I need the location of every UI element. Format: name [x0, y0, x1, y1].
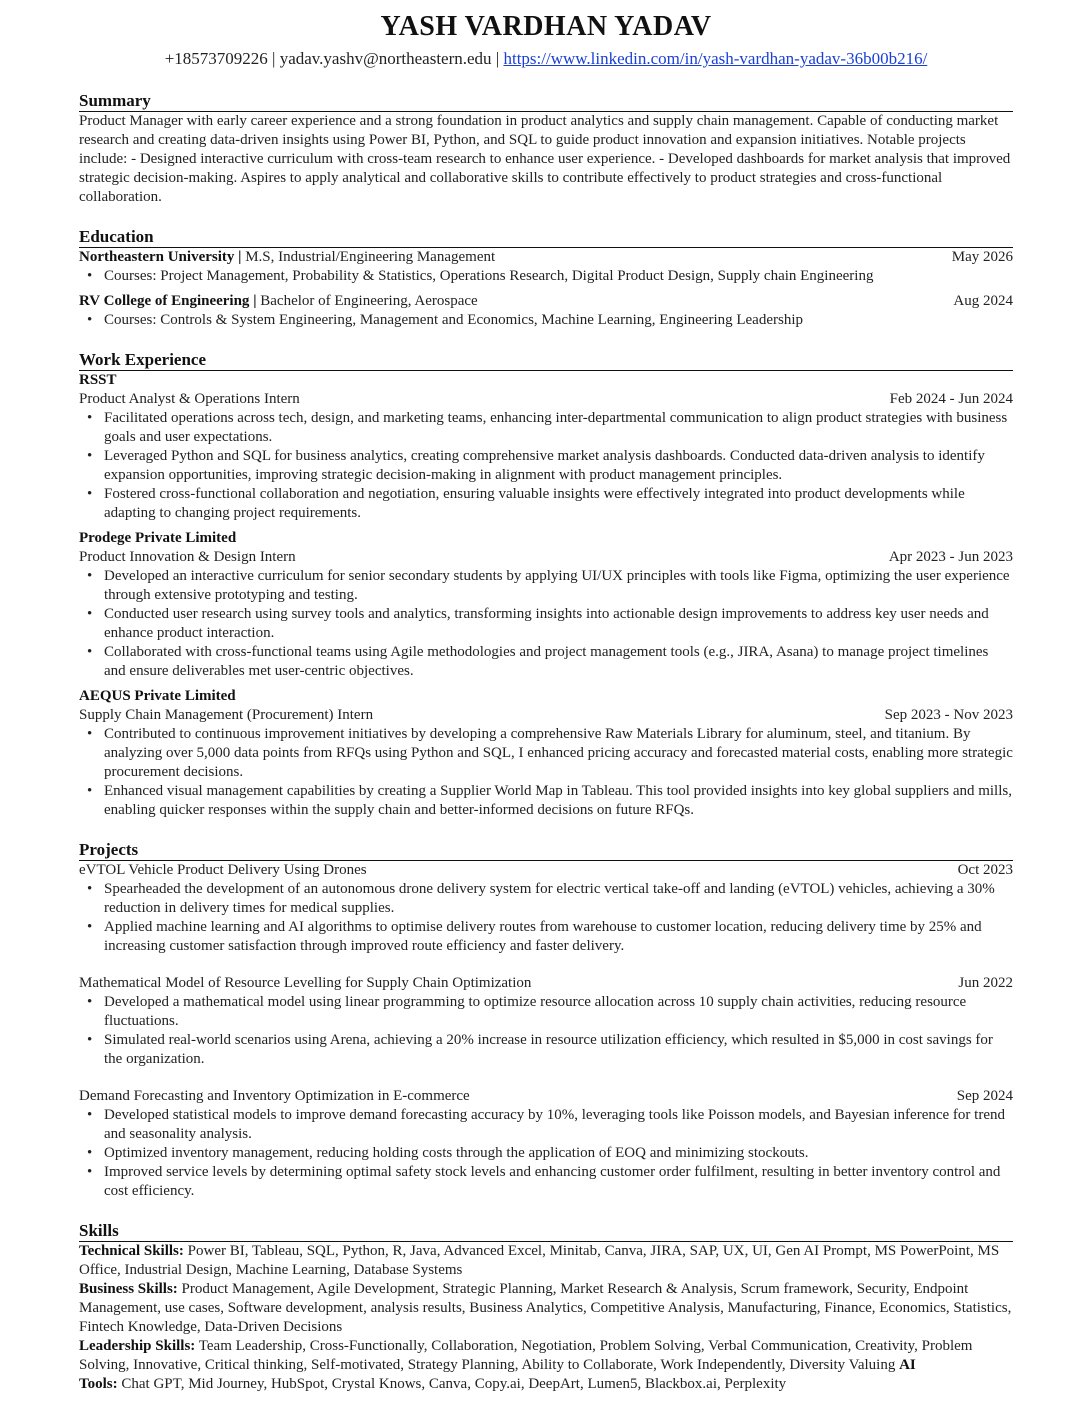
- bullet-item: • Fostered cross-functional collaboration and negotiation, ensuring valuable insights were effectively integrated into product developments while adapting to changing project requirements.: [104, 485, 1013, 523]
- project-bullets: [79, 1106, 1013, 1201]
- project-name: Mathematical Model of Resource Levelling for Supply Chain Optimization: [79, 975, 532, 991]
- role-row: [79, 706, 1013, 725]
- skill-label: Leadership Skills:: [79, 1338, 196, 1354]
- skill-label: Tools:: [79, 1376, 118, 1392]
- skill-values: Chat GPT, Mid Journey, HubSpot, Crystal Knows, Canva, Copy.ai, DeepArt, Lumen5, Blackbox.ai, Perplexity: [121, 1376, 787, 1392]
- experience-section: [79, 350, 1013, 820]
- project-name: eVTOL Vehicle Product Delivery Using Drones: [79, 862, 367, 878]
- section-title-summary: Summary: [79, 91, 1013, 112]
- role-dates: Sep 2023 - Nov 2023: [884, 707, 1013, 723]
- bullet-item: • Enhanced visual management capabilities by creating a Supplier World Map in Tableau. This tool provided insights into key global suppliers and mills, enabling quicker responses within the supply chain and better-informed decisions on future RFQs.: [104, 782, 1013, 820]
- experience-bullets: [79, 409, 1013, 523]
- degree: M.S, Industrial/Engineering Management: [245, 249, 496, 265]
- education-section: [79, 227, 1013, 330]
- role-row: [79, 548, 1013, 567]
- bullet-item: • Developed a mathematical model using linear programming to optimize resource allocation across 10 supply chain activities, reducing resource fluctuations.: [104, 993, 1013, 1031]
- business-skills: [79, 1280, 1013, 1337]
- project-bullets: [79, 880, 1013, 956]
- project-date: Sep 2024: [956, 1088, 1013, 1104]
- school-name: RV College of Engineering: [79, 293, 250, 309]
- project-bullets: [79, 993, 1013, 1069]
- skill-values: Product Management, Agile Development, Strategic Planning, Market Research & Analysis, Scrum framework, Security, Endpoint Management, use cases, Software development, analysis results, Business Analytics, Competitive Analysis, Manufacturing, Finance, Economics, Statistics, Fintech Knowledge, Data-Driven Decisions: [79, 1281, 1012, 1335]
- contact-line: [79, 48, 1013, 70]
- skill-values: Power BI, Tableau, SQL, Python, R, Java, Advanced Excel, Minitab, Canva, JIRA, SAP, UX, UI, Gen AI Prompt, MS PowerPoint, MS Office, Industrial Design, Machine Learning, Database Systems: [79, 1243, 1000, 1278]
- linkedin-link[interactable]: https://www.linkedin.com/in/yash-vardhan-yadav-36b00b216/: [503, 49, 928, 68]
- school-name: Northeastern University: [79, 249, 235, 265]
- bullet-item: • Contributed to continuous improvement initiatives by developing a comprehensive Raw Materials Library for aluminum, steel, and titanium. By analyzing over 5,000 data points from RFQs using Python and SQL, I enhanced pricing accuracy and forecasted material costs, enabling more strategic procurement decisions.: [104, 725, 1013, 782]
- degree: Bachelor of Engineering, Aerospace: [260, 293, 478, 309]
- project-row: [79, 974, 1013, 993]
- bullet-item: • Facilitated operations across tech, design, and marketing teams, enhancing inter-departmental communication to align product strategies with business goals and user expectations.: [104, 409, 1013, 447]
- education-entry-header: RV College of Engineering | Bachelor of Engineering, Aerospace Aug 2024: [79, 293, 1013, 309]
- skills-section: [79, 1221, 1013, 1394]
- project-row: [79, 1087, 1013, 1106]
- role-title: Product Innovation & Design Intern: [79, 549, 296, 565]
- education-date: May 2026: [951, 249, 1013, 265]
- section-title-projects: Projects: [79, 840, 1013, 861]
- company-name: Prodege Private Limited: [79, 530, 237, 546]
- bullet-item: • Simulated real-world scenarios using Arena, achieving a 20% increase in resource utilization efficiency, which resulted in $5,000 in cost savings for the organization.: [104, 1031, 1013, 1069]
- leadership-skills: [79, 1337, 1013, 1375]
- candidate-name: YASH VARDHAN YADAV: [380, 11, 712, 42]
- role-title: Supply Chain Management (Procurement) Intern: [79, 707, 374, 723]
- projects-section: [79, 840, 1013, 1201]
- technical-skills: [79, 1242, 1013, 1280]
- courses-item: • Courses: Controls & System Engineering, Management and Economics, Machine Learning, Engineering Leadership: [104, 311, 1013, 330]
- separator: |: [267, 49, 280, 68]
- section-title-education: Education: [79, 227, 1013, 248]
- tools-skills: [79, 1375, 1013, 1394]
- company-name: RSST: [79, 372, 117, 388]
- email-address: yadav.yashv@northeastern.edu: [279, 49, 492, 68]
- summary-section: [79, 91, 1013, 207]
- education-date: Aug 2024: [953, 293, 1013, 309]
- bullet-item: • Developed an interactive curriculum for senior secondary students by applying UI/UX principles with tools like Figma, optimizing the user experience through extensive prototyping and testing.: [104, 567, 1013, 605]
- role-row: [79, 390, 1013, 409]
- role-dates: Feb 2024 - Jun 2024: [889, 391, 1013, 407]
- skill-label: Business Skills:: [79, 1281, 178, 1297]
- skill-values: Team Leadership, Cross-Functionally, Collaboration, Negotiation, Problem Solving, Verbal Communication, Creativity, Problem Solving, Innovative, Critical thinking, Self-motivated, Strategy Planning, Ability to Collaborate, Work Independently, Diversity Valuing: [79, 1338, 973, 1373]
- bullet-item: • Spearheaded the development of an autonomous drone delivery system for electric vertical take-off and landing (eVTOL) vehicles, achieving a 30% reduction in delivery times for medical supplies.: [104, 880, 1013, 918]
- bullet-item: • Applied machine learning and AI algorithms to optimise delivery routes from warehouse to customer location, reducing delivery time by 25% and increasing customer satisfaction through improved route efficiency and faster delivery.: [104, 918, 1013, 956]
- role-dates: Apr 2023 - Jun 2023: [888, 549, 1013, 565]
- company-name: AEQUS Private Limited: [79, 688, 236, 704]
- resume-page: [79, 10, 1013, 1394]
- project-date: Oct 2023: [957, 862, 1013, 878]
- project-date: Jun 2022: [958, 975, 1013, 991]
- courses-list: [79, 311, 1013, 330]
- experience-bullets: [79, 567, 1013, 681]
- bullet-item: • Leveraged Python and SQL for business analytics, creating comprehensive market analysis dashboards. Conducted data-driven analysis to identify expansion opportunities, improving strategic decision-making in alignment with product management principles.: [104, 447, 1013, 485]
- experience-bullets: [79, 725, 1013, 820]
- education-entry-header: Northeastern University | M.S, Industrial/Engineering Management May 2026: [79, 249, 1013, 265]
- section-title-skills: Skills: [79, 1221, 1013, 1242]
- bullet-item: • Developed statistical models to improve demand forecasting accuracy by 10%, leveraging tools like Poisson models, and Bayesian inference for trend and seasonality analysis.: [104, 1106, 1013, 1144]
- project-name: Demand Forecasting and Inventory Optimization in E-commerce: [79, 1088, 470, 1104]
- skill-label: Technical Skills:: [79, 1243, 184, 1259]
- phone-number: +18573709226: [164, 49, 268, 68]
- summary-text: Product Manager with early career experience and a strong foundation in product analytics and supply chain management. Capable of conducting market research and creating data-driven insights using Power BI, Python, and SQL to guide product innovation and expansion initiatives. Notable projects include: - Designed interactive curriculum with cross-team research to enhance user experience. - Developed dashboards for market analysis that improved strategic decision-making. Aspires to apply analytical and collaborative skills to contribute effectively to product strategies and cross-functional collaboration.: [79, 113, 1011, 205]
- section-title-experience: Work Experience: [79, 350, 1013, 371]
- bullet-item: • Improved service levels by determining optimal safety stock levels and enhancing customer order fulfilment, resulting in better inventory control and cost efficiency.: [104, 1163, 1013, 1201]
- role-title: Product Analyst & Operations Intern: [79, 391, 300, 407]
- courses-list: [79, 267, 1013, 286]
- bullet-item: • Collaborated with cross-functional teams using Agile methodologies and project management tools (e.g., JIRA, Asana) to manage project timelines and ensure deliverables met user-centric objectives.: [104, 643, 1013, 681]
- separator: |: [491, 49, 504, 68]
- courses-item: • Courses: Project Management, Probability & Statistics, Operations Research, Digital Product Design, Supply chain Engineering: [104, 267, 1013, 286]
- project-row: [79, 861, 1013, 880]
- skill-tail: AI: [899, 1357, 916, 1373]
- bullet-item: • Conducted user research using survey tools and analytics, transforming insights into actionable design improvements to address key user needs and enhance product interaction.: [104, 605, 1013, 643]
- bullet-item: • Optimized inventory management, reducing holding costs through the application of EOQ and minimizing stockouts.: [104, 1144, 1013, 1163]
